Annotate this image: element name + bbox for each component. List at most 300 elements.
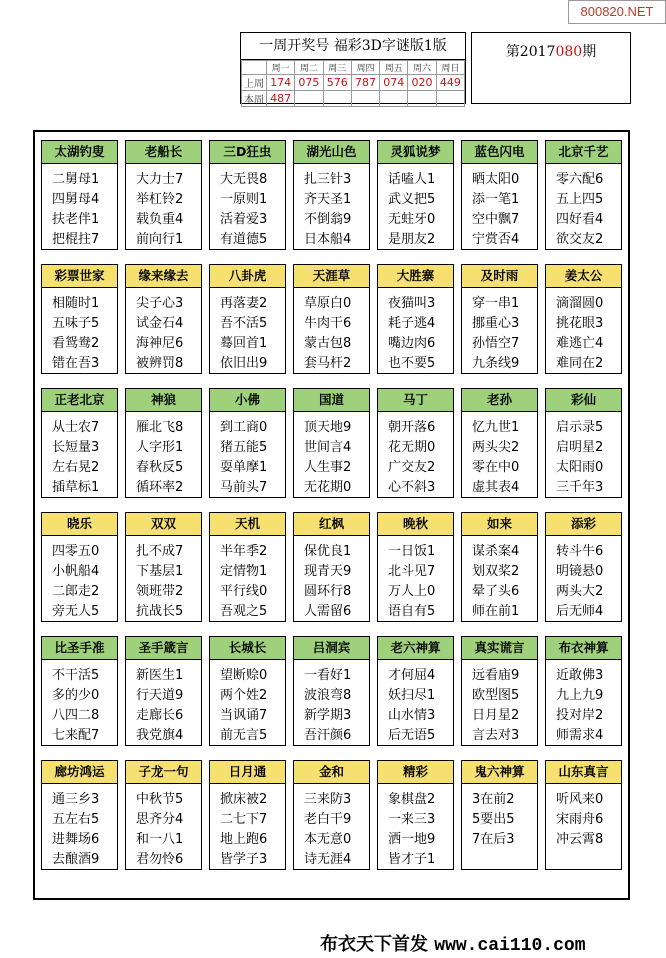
riddle-card-title: 湖光山色 bbox=[294, 141, 369, 164]
riddle-line: 难同在2 bbox=[556, 356, 604, 371]
riddle-line: 草原白0 bbox=[304, 296, 352, 311]
riddle-line: 吾汗颜6 bbox=[304, 728, 352, 743]
riddle-line: 添一笔1 bbox=[472, 192, 520, 207]
riddle-line: 零在中0 bbox=[472, 460, 520, 475]
riddle-line: 顶天地9 bbox=[304, 420, 352, 435]
riddle-line: 夜猫叫3 bbox=[388, 296, 436, 311]
riddle-line: 无花期0 bbox=[304, 480, 352, 495]
riddle-card-title: 鬼六神算 bbox=[462, 761, 537, 784]
riddle-line: 依旧出9 bbox=[220, 356, 268, 371]
riddle-line: 有道德5 bbox=[220, 232, 268, 247]
riddle-line: 皆才子1 bbox=[388, 852, 436, 867]
riddle-line: 看鸳鸯2 bbox=[52, 336, 100, 351]
riddle-lines bbox=[378, 164, 453, 250]
riddle-line: 也不要5 bbox=[388, 356, 436, 371]
riddle-line: 人字形1 bbox=[136, 440, 184, 455]
riddle-line: 三来防3 bbox=[304, 792, 352, 807]
riddle-line: 远看庙9 bbox=[472, 668, 520, 683]
riddle-line: 当讽诵7 bbox=[220, 708, 268, 723]
riddle-line: 我党旗4 bbox=[136, 728, 184, 743]
riddle-line: 欧型图5 bbox=[472, 688, 520, 703]
riddle-card-title: 廊坊鸿运 bbox=[42, 761, 117, 784]
riddle-lines bbox=[546, 660, 621, 746]
riddle-card-title: 山东真言 bbox=[546, 761, 621, 784]
riddle-line: 后无语5 bbox=[388, 728, 436, 743]
riddle-lines bbox=[126, 412, 201, 498]
riddle-card-title: 彩票世家 bbox=[42, 265, 117, 288]
riddle-line: 两头大2 bbox=[556, 584, 604, 599]
riddle-lines bbox=[42, 660, 117, 746]
riddle-line: 圆环行8 bbox=[304, 584, 352, 599]
result-number bbox=[295, 91, 323, 107]
riddle-line: 话嗑人1 bbox=[388, 172, 436, 187]
riddle-card-title: 正老北京 bbox=[42, 389, 117, 412]
riddle-card bbox=[461, 512, 538, 622]
riddle-card-title: 马丁 bbox=[378, 389, 453, 412]
riddle-card-title: 金和 bbox=[294, 761, 369, 784]
riddle-card bbox=[545, 140, 622, 250]
riddle-card-title: 天机 bbox=[210, 513, 285, 536]
riddle-card-title: 双双 bbox=[126, 513, 201, 536]
result-number: 020 bbox=[408, 75, 436, 91]
riddle-card bbox=[461, 264, 538, 374]
riddle-card bbox=[461, 636, 538, 746]
riddle-line: 山水情3 bbox=[388, 708, 436, 723]
riddle-lines bbox=[42, 536, 117, 622]
riddle-card bbox=[41, 388, 118, 498]
riddle-line: 二舅母1 bbox=[52, 172, 100, 187]
riddle-line: 冲云霄8 bbox=[556, 832, 604, 847]
riddle-line: 世间言4 bbox=[304, 440, 352, 455]
this-week-row bbox=[242, 91, 465, 107]
riddle-line: 谋杀案4 bbox=[472, 544, 520, 559]
riddle-line: 新医生1 bbox=[136, 668, 184, 683]
riddle-card-title: 国道 bbox=[294, 389, 369, 412]
riddle-card bbox=[377, 140, 454, 250]
riddle-line: 走廊长6 bbox=[136, 708, 184, 723]
riddle-line: 循环率2 bbox=[136, 480, 184, 495]
riddle-card bbox=[377, 760, 454, 870]
riddle-lines bbox=[462, 412, 537, 498]
riddle-line: 晒太阳0 bbox=[472, 172, 520, 187]
riddle-line: 多的少0 bbox=[52, 688, 100, 703]
riddle-card-title: 子龙一句 bbox=[126, 761, 201, 784]
riddle-line: 进舞场6 bbox=[52, 832, 100, 847]
riddle-lines bbox=[42, 412, 117, 498]
issue-prefix: 第2017 bbox=[505, 44, 556, 60]
riddle-card-title: 真实谎言 bbox=[462, 637, 537, 660]
riddle-line: 一原则1 bbox=[220, 192, 268, 207]
riddle-lines bbox=[378, 784, 453, 870]
day-label: 周日 bbox=[436, 61, 464, 75]
riddle-line: 二七下7 bbox=[220, 812, 268, 827]
riddle-card-title: 蓝色闪电 bbox=[462, 141, 537, 164]
riddle-line: 齐天圣1 bbox=[304, 192, 352, 207]
riddle-line: 抗战长5 bbox=[136, 604, 184, 619]
riddle-line: 君勿怜6 bbox=[136, 852, 184, 867]
day-label: 周二 bbox=[295, 61, 323, 75]
corner-cell bbox=[242, 61, 267, 75]
riddle-lines bbox=[546, 164, 621, 250]
riddle-line: 海神尼6 bbox=[136, 336, 184, 351]
riddle-lines bbox=[210, 784, 285, 870]
riddle-line: 皆学子3 bbox=[220, 852, 268, 867]
riddle-line: 雁北飞8 bbox=[136, 420, 184, 435]
riddle-card bbox=[209, 760, 286, 870]
riddle-line: 忆九世1 bbox=[472, 420, 520, 435]
riddle-line: 万人上0 bbox=[388, 584, 436, 599]
riddle-line: 听风来0 bbox=[556, 792, 604, 807]
riddle-line: 启示录5 bbox=[556, 420, 604, 435]
riddle-card-title: 八卦虎 bbox=[210, 265, 285, 288]
riddle-lines bbox=[294, 536, 369, 622]
result-number bbox=[408, 91, 436, 107]
riddle-lines bbox=[378, 660, 453, 746]
riddle-lines bbox=[42, 288, 117, 374]
riddle-lines bbox=[378, 288, 453, 374]
riddle-line: 插草标1 bbox=[52, 480, 100, 495]
riddle-line: 和一八1 bbox=[136, 832, 184, 847]
riddle-lines bbox=[126, 660, 201, 746]
riddle-card-title: 长城长 bbox=[210, 637, 285, 660]
riddle-line: 老白干9 bbox=[304, 812, 352, 827]
riddle-line: 大无畏8 bbox=[220, 172, 268, 187]
riddle-line: 太阳雨0 bbox=[556, 460, 604, 475]
riddle-line: 扶老伴1 bbox=[52, 212, 100, 227]
riddle-line: 九条线9 bbox=[472, 356, 520, 371]
riddle-line: 滴溜圆0 bbox=[556, 296, 604, 311]
riddle-line: 平行线0 bbox=[220, 584, 268, 599]
riddle-line: 马前头7 bbox=[220, 480, 268, 495]
riddle-lines bbox=[126, 288, 201, 374]
riddle-card bbox=[545, 388, 622, 498]
riddle-line: 从士农7 bbox=[52, 420, 100, 435]
riddle-card bbox=[545, 512, 622, 622]
riddle-card bbox=[209, 512, 286, 622]
riddle-line: 大力士7 bbox=[136, 172, 184, 187]
riddle-line: 空中飘7 bbox=[472, 212, 520, 227]
riddle-lines bbox=[210, 164, 285, 250]
riddle-line: 言去对3 bbox=[472, 728, 520, 743]
riddle-line: 是朋友2 bbox=[388, 232, 436, 247]
riddle-card bbox=[377, 264, 454, 374]
riddle-line: 5要出5 bbox=[472, 812, 515, 827]
riddle-card-title: 天涯草 bbox=[294, 265, 369, 288]
riddle-card bbox=[41, 760, 118, 870]
riddle-line: 宁赏否4 bbox=[472, 232, 520, 247]
riddle-card-title: 日月通 bbox=[210, 761, 285, 784]
riddle-line: 人生事2 bbox=[304, 460, 352, 475]
result-number bbox=[380, 91, 408, 107]
riddle-card-title: 姜太公 bbox=[546, 265, 621, 288]
riddle-card bbox=[41, 636, 118, 746]
riddle-line: 错在吾3 bbox=[52, 356, 100, 371]
riddle-card bbox=[209, 388, 286, 498]
result-number: 487 bbox=[267, 91, 295, 107]
riddle-card-title: 精彩 bbox=[378, 761, 453, 784]
riddle-card bbox=[461, 140, 538, 250]
row-label: 上周 bbox=[242, 75, 267, 91]
riddle-lines bbox=[210, 536, 285, 622]
riddle-card bbox=[293, 760, 370, 870]
riddle-line: 试金石4 bbox=[136, 316, 184, 331]
result-number bbox=[436, 91, 464, 107]
riddle-line: 下基层1 bbox=[136, 564, 184, 579]
riddle-line: 孙悟空7 bbox=[472, 336, 520, 351]
riddle-line: 五上四5 bbox=[556, 192, 604, 207]
riddle-line: 地上跑6 bbox=[220, 832, 268, 847]
riddle-line: 耗子逃4 bbox=[388, 316, 436, 331]
riddle-line: 明镜悬0 bbox=[556, 564, 604, 579]
riddle-lines bbox=[42, 164, 117, 250]
riddle-line: 领班带2 bbox=[136, 584, 184, 599]
riddle-line: 蒙古包8 bbox=[304, 336, 352, 351]
day-label: 周三 bbox=[323, 61, 351, 75]
riddle-card-title: 红枫 bbox=[294, 513, 369, 536]
issue-suffix: 期 bbox=[582, 44, 597, 60]
riddle-line: 一看好1 bbox=[304, 668, 352, 683]
riddle-line: 难逃亡4 bbox=[556, 336, 604, 351]
riddle-card bbox=[377, 512, 454, 622]
last-week-row bbox=[242, 75, 465, 91]
riddle-line: 吾观之5 bbox=[220, 604, 268, 619]
riddle-line: 武义把5 bbox=[388, 192, 436, 207]
riddle-line: 定情物1 bbox=[220, 564, 268, 579]
issue-number: 080 bbox=[555, 44, 583, 60]
riddle-line: 猪五能5 bbox=[220, 440, 268, 455]
riddle-card-title: 缘来缘去 bbox=[126, 265, 201, 288]
riddle-line: 小帆船4 bbox=[52, 564, 100, 579]
riddle-line: 新学期3 bbox=[304, 708, 352, 723]
result-number: 787 bbox=[351, 75, 379, 91]
riddle-line: 保优良1 bbox=[304, 544, 352, 559]
riddle-line: 相随时1 bbox=[52, 296, 100, 311]
riddle-line: 四舅母4 bbox=[52, 192, 100, 207]
riddle-line: 后无师4 bbox=[556, 604, 604, 619]
riddle-card bbox=[209, 636, 286, 746]
riddle-card-title: 灵狐说梦 bbox=[378, 141, 453, 164]
riddle-line: 旁无人5 bbox=[52, 604, 100, 619]
riddle-card bbox=[41, 140, 118, 250]
riddle-card-title: 如来 bbox=[462, 513, 537, 536]
riddle-card bbox=[125, 264, 202, 374]
riddle-lines bbox=[462, 164, 537, 250]
day-label: 周四 bbox=[351, 61, 379, 75]
riddle-line: 心不斜3 bbox=[388, 480, 436, 495]
riddle-line: 挑花眼3 bbox=[556, 316, 604, 331]
riddle-grid bbox=[41, 140, 622, 870]
riddle-line: 耍单摩1 bbox=[220, 460, 268, 475]
riddle-line: 一日饭1 bbox=[388, 544, 436, 559]
riddle-line: 7在后3 bbox=[472, 832, 515, 847]
riddle-line: 四好看4 bbox=[556, 212, 604, 227]
riddle-card-title: 吕洞宾 bbox=[294, 637, 369, 660]
riddle-line: 妖扫尽1 bbox=[388, 688, 436, 703]
day-label: 周一 bbox=[267, 61, 295, 75]
riddle-line: 北斗见7 bbox=[388, 564, 436, 579]
riddle-card-title: 圣手箴言 bbox=[126, 637, 201, 660]
riddle-line: 本无意0 bbox=[304, 832, 352, 847]
riddle-line: 3在前2 bbox=[472, 792, 515, 807]
riddle-card bbox=[41, 512, 118, 622]
riddle-card bbox=[209, 140, 286, 250]
riddle-card bbox=[461, 388, 538, 498]
riddle-lines bbox=[210, 288, 285, 374]
riddle-card-title: 神狼 bbox=[126, 389, 201, 412]
riddle-card-title: 老孙 bbox=[462, 389, 537, 412]
riddle-line: 师需求4 bbox=[556, 728, 604, 743]
riddle-lines bbox=[378, 412, 453, 498]
riddle-line: 扎三针3 bbox=[304, 172, 352, 187]
riddle-line: 两头尖2 bbox=[472, 440, 520, 455]
riddle-line: 行天道9 bbox=[136, 688, 184, 703]
riddle-line: 不干活5 bbox=[52, 668, 100, 683]
riddle-lines bbox=[462, 784, 537, 850]
riddle-line: 启明星2 bbox=[556, 440, 604, 455]
footer-text: 布衣天下首发 bbox=[320, 934, 428, 955]
riddle-card bbox=[293, 140, 370, 250]
riddle-card-title: 添彩 bbox=[546, 513, 621, 536]
riddle-card-title: 太湖钓叟 bbox=[42, 141, 117, 164]
riddle-line: 穿一串1 bbox=[472, 296, 520, 311]
riddle-line: 尖子心3 bbox=[136, 296, 184, 311]
results-table bbox=[241, 60, 465, 107]
riddle-card bbox=[209, 264, 286, 374]
riddle-lines bbox=[462, 536, 537, 622]
riddle-lines bbox=[126, 164, 201, 250]
riddle-lines bbox=[294, 412, 369, 498]
riddle-line: 转斗牛6 bbox=[556, 544, 604, 559]
riddle-line: 中秋节5 bbox=[136, 792, 184, 807]
riddle-line: 望断赊0 bbox=[220, 668, 268, 683]
day-label: 周五 bbox=[380, 61, 408, 75]
riddle-line: 波浪弯8 bbox=[304, 688, 352, 703]
riddle-line: 举杠铃2 bbox=[136, 192, 184, 207]
riddle-line: 不倒翁9 bbox=[304, 212, 352, 227]
riddle-line: 现青天9 bbox=[304, 564, 352, 579]
riddle-line: 日月星2 bbox=[472, 708, 520, 723]
riddle-line: 挪重心3 bbox=[472, 316, 520, 331]
footer-url[interactable]: www.cai110.com bbox=[434, 936, 586, 956]
riddle-card-title: 大胜寨 bbox=[378, 265, 453, 288]
riddle-line: 思齐分4 bbox=[136, 812, 184, 827]
riddle-board bbox=[33, 130, 630, 900]
riddle-card bbox=[545, 760, 622, 870]
riddle-line: 投对岸2 bbox=[556, 708, 604, 723]
weekly-results-header bbox=[240, 32, 466, 104]
riddle-line: 通三乡3 bbox=[52, 792, 100, 807]
riddle-line: 零六配6 bbox=[556, 172, 604, 187]
riddle-lines bbox=[210, 412, 285, 498]
riddle-line: 到工商0 bbox=[220, 420, 268, 435]
riddle-line: 宋雨舟6 bbox=[556, 812, 604, 827]
riddle-card-title: 比圣手准 bbox=[42, 637, 117, 660]
riddle-line: 象棋盘2 bbox=[388, 792, 436, 807]
riddle-line: 活着爱3 bbox=[220, 212, 268, 227]
riddle-lines bbox=[546, 536, 621, 622]
riddle-card-title: 北京千艺 bbox=[546, 141, 621, 164]
riddle-line: 两个姓2 bbox=[220, 688, 268, 703]
riddle-lines bbox=[42, 784, 117, 870]
riddle-line: 左右晃2 bbox=[52, 460, 100, 475]
riddle-line: 半年季2 bbox=[220, 544, 268, 559]
riddle-line: 日本船4 bbox=[304, 232, 352, 247]
riddle-line: 朝开落6 bbox=[388, 420, 436, 435]
riddle-line: 人需留6 bbox=[304, 604, 352, 619]
result-number: 174 bbox=[267, 75, 295, 91]
riddle-line: 近敢佛3 bbox=[556, 668, 604, 683]
riddle-line: 嘴边肉6 bbox=[388, 336, 436, 351]
riddle-card-title: 晚秋 bbox=[378, 513, 453, 536]
riddle-line: 套马杆2 bbox=[304, 356, 352, 371]
riddle-line: 前向行1 bbox=[136, 232, 184, 247]
riddle-lines bbox=[294, 784, 369, 870]
riddle-line: 去酿酒9 bbox=[52, 852, 100, 867]
riddle-line: 五味子5 bbox=[52, 316, 100, 331]
riddle-card-title: 小佛 bbox=[210, 389, 285, 412]
riddle-line: 五左右5 bbox=[52, 812, 100, 827]
riddle-line: 春秋反5 bbox=[136, 460, 184, 475]
riddle-lines bbox=[126, 784, 201, 870]
riddle-line: 师在前1 bbox=[472, 604, 520, 619]
header-title: 一周开奖号 福彩3D字谜版1版 bbox=[241, 33, 465, 60]
riddle-card bbox=[461, 760, 538, 870]
riddle-line: 花无期0 bbox=[388, 440, 436, 455]
riddle-line: 欲交友2 bbox=[556, 232, 604, 247]
riddle-lines bbox=[462, 288, 537, 374]
riddle-line: 掀床被2 bbox=[220, 792, 268, 807]
riddle-line: 虚其表4 bbox=[472, 480, 520, 495]
riddle-line: 七来配7 bbox=[52, 728, 100, 743]
riddle-lines bbox=[462, 660, 537, 746]
riddle-line: 诗无涯4 bbox=[304, 852, 352, 867]
riddle-card-title: 彩仙 bbox=[546, 389, 621, 412]
riddle-card bbox=[545, 636, 622, 746]
watermark: 800820.NET bbox=[568, 0, 666, 24]
riddle-lines bbox=[294, 660, 369, 746]
result-number: 576 bbox=[323, 75, 351, 91]
riddle-line: 广交友2 bbox=[388, 460, 436, 475]
riddle-line: 吾不活5 bbox=[220, 316, 268, 331]
riddle-line: 载负重4 bbox=[136, 212, 184, 227]
riddle-card bbox=[293, 264, 370, 374]
riddle-lines bbox=[546, 288, 621, 374]
riddle-lines bbox=[210, 660, 285, 746]
riddle-card-title: 及时雨 bbox=[462, 265, 537, 288]
riddle-line: 再落妻2 bbox=[220, 296, 268, 311]
riddle-card-title: 三D狂虫 bbox=[210, 141, 285, 164]
result-number: 075 bbox=[295, 75, 323, 91]
riddle-card bbox=[125, 388, 202, 498]
riddle-lines bbox=[546, 784, 621, 850]
riddle-card bbox=[125, 760, 202, 870]
day-label: 周六 bbox=[408, 61, 436, 75]
riddle-card bbox=[293, 388, 370, 498]
riddle-card-title: 布衣神算 bbox=[546, 637, 621, 660]
riddle-card bbox=[293, 636, 370, 746]
riddle-lines bbox=[126, 536, 201, 622]
riddle-lines bbox=[546, 412, 621, 498]
riddle-line: 无蛀牙0 bbox=[388, 212, 436, 227]
riddle-line: 四零五0 bbox=[52, 544, 100, 559]
riddle-line: 三千年3 bbox=[556, 480, 604, 495]
riddle-line: 牛肉干6 bbox=[304, 316, 352, 331]
riddle-card bbox=[377, 636, 454, 746]
riddle-line: 蓦回首1 bbox=[220, 336, 268, 351]
riddle-card-title: 老船长 bbox=[126, 141, 201, 164]
riddle-line: 前无言5 bbox=[220, 728, 268, 743]
issue-number-box bbox=[471, 32, 631, 104]
